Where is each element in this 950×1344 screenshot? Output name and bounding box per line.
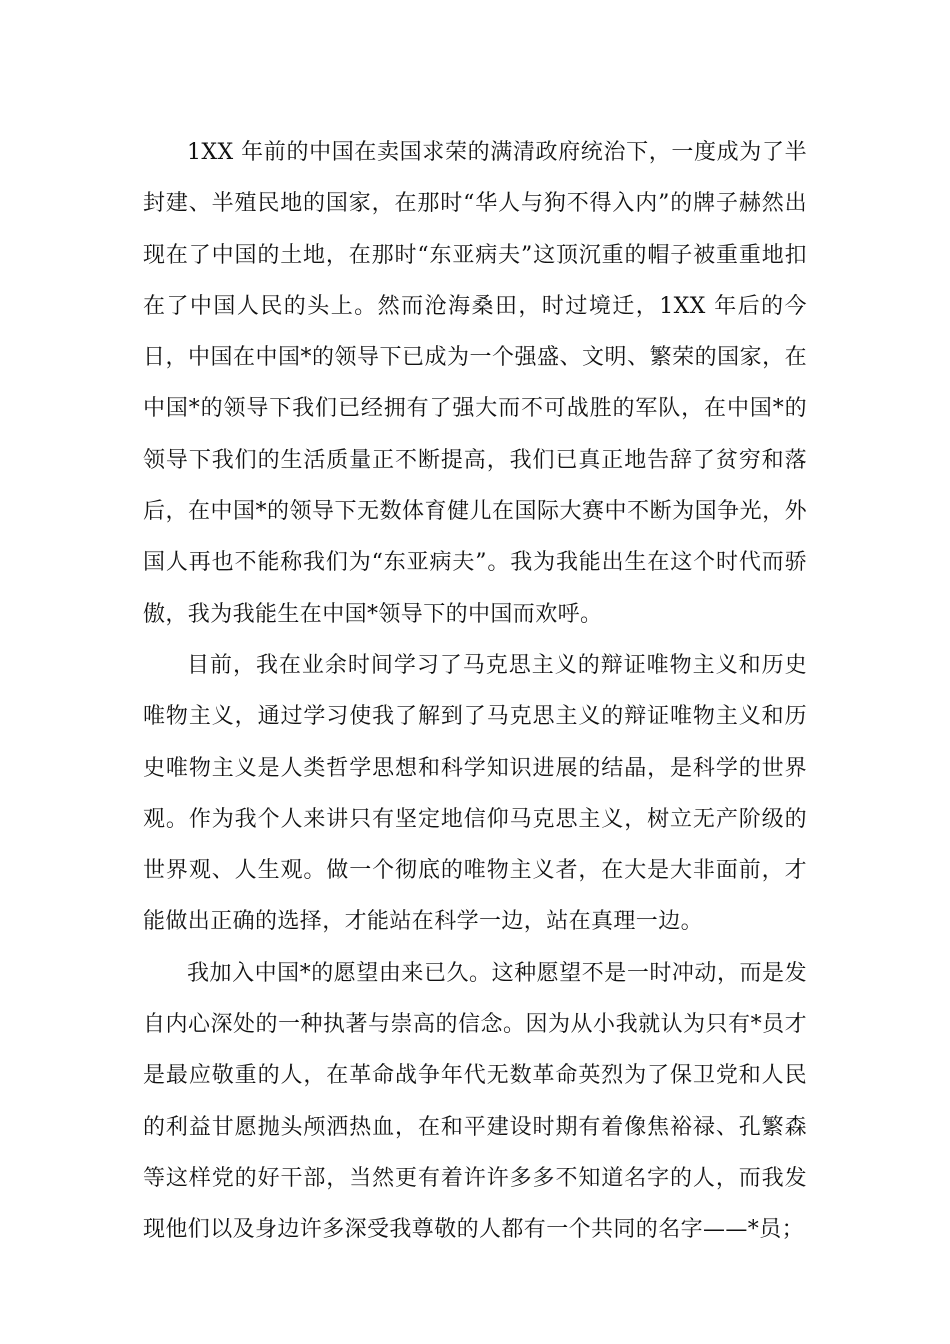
paragraph: 我加入中国*的愿望由来已久。这种愿望不是一时冲动，而是发自内心深处的一种执著与崇高的信念。因为从小我就认为只有*员才是最应敬重的人，在革命战争年代无数革命英烈为了保卫党和人民的利益甘愿抛头颅洒热血，在和平建设时期有着像焦裕禄、孔繁森等这样党的好干部，当然更有着许许多多不知道名字的人，而我发现他们以及身边许多深受我尊敬的人都有一个共同的名字——*员； [143, 960, 807, 1243]
document-body [143, 127, 807, 1256]
paragraph: 目前，我在业余时间学习了马克思主义的辩证唯物主义和历史唯物主义，通过学习使我了解到了马克思主义的辩证唯物主义和历史唯物主义是人类哲学思想和科学知识进展的结晶，是科学的世界观。作为我个人来讲只有坚定地信仰马克思主义，树立无产阶级的世界观、人生观。做一个彻底的唯物主义者，在大是大非面前，才能做出正确的选择，才能站在科学一边，站在真理一边。 [143, 652, 807, 935]
paragraph: 1XX 年前的中国在卖国求荣的满清政府统治下，一度成为了半封建、半殖民地的国家，在那时“华人与狗不得入内”的牌子赫然出现在了中国的土地，在那时“东亚病夫”这顶沉重的帽子被重重地扣在了中国人民的头上。然而沧海桑田，时过境迁，1XX 年后的今日，中国在中国*的领导下已成为一个强盛、文明、繁荣的国家，在中国*的领导下我们已经拥有了强大而不可战胜的军队，在中国*的领导下我们的生活质量正不断提高，我们已真正地告辞了贫穷和落后，在中国*的领导下无数体育健儿在国际大赛中不断为国争光，外国人再也不能称我们为“东亚病夫”。我为我能出生在这个时代而骄傲，我为我能生在中国*领导下的中国而欢呼。 [143, 140, 807, 627]
